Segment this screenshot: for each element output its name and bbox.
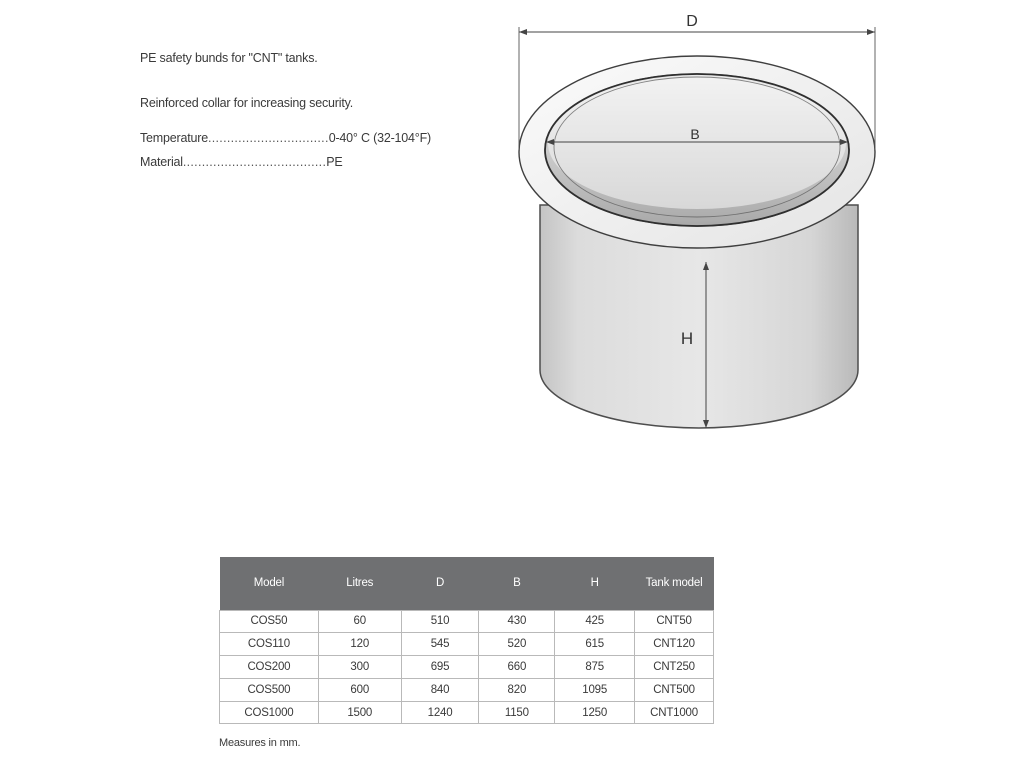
- spec-label: Material: [140, 155, 183, 169]
- measures-note: Measures in mm.: [219, 737, 301, 749]
- cell-litres: 300: [318, 656, 401, 679]
- table-row: [220, 633, 714, 656]
- dim-d-arrow-right: [867, 29, 875, 35]
- cell-h: 615: [555, 633, 635, 656]
- cell-tank-model: CNT250: [635, 656, 714, 679]
- table-header-row: [220, 557, 714, 610]
- cell-d: 695: [401, 656, 479, 679]
- header-b: B: [479, 557, 555, 610]
- header-d: D: [401, 557, 479, 610]
- cell-model: COS1000: [220, 701, 319, 724]
- cell-b: 430: [479, 610, 555, 633]
- cell-litres: 1500: [318, 701, 401, 724]
- cell-h: 1095: [555, 678, 635, 701]
- dim-h-label: H: [680, 329, 694, 348]
- cell-d: 1240: [401, 701, 479, 724]
- header-h: H: [555, 557, 635, 610]
- cell-tank-model: CNT50: [635, 610, 714, 633]
- spec-value: 0-40° C (32-104°F): [328, 131, 431, 145]
- header-model: Model: [220, 557, 319, 610]
- table-row: [220, 610, 714, 633]
- cell-d: 545: [401, 633, 479, 656]
- cell-b: 1150: [479, 701, 555, 724]
- cell-d: 840: [401, 678, 479, 701]
- table-row: [220, 701, 714, 724]
- product-title: PE safety bunds for "CNT" tanks.: [140, 51, 318, 65]
- cell-model: COS50: [220, 610, 319, 633]
- cell-h: 1250: [555, 701, 635, 724]
- product-subtitle: Reinforced collar for increasing security.: [140, 96, 353, 110]
- product-description: [140, 50, 353, 111]
- spec-dots: ................................: [207, 131, 329, 145]
- cell-h: 425: [555, 610, 635, 633]
- cell-h: 875: [555, 656, 635, 679]
- cell-b: 660: [479, 656, 555, 679]
- table-row: [220, 678, 714, 701]
- bund-inner-wall: [548, 77, 846, 209]
- cell-model: COS200: [220, 656, 319, 679]
- cell-b: 520: [479, 633, 555, 656]
- cell-litres: 600: [318, 678, 401, 701]
- dim-d-label: D: [686, 13, 698, 30]
- cell-b: 820: [479, 678, 555, 701]
- spec-dots: ......................................: [182, 155, 327, 169]
- dim-d-arrow-left: [519, 29, 527, 35]
- cell-tank-model: CNT500: [635, 678, 714, 701]
- table-row: [220, 656, 714, 679]
- cell-model: COS500: [220, 678, 319, 701]
- cell-d: 510: [401, 610, 479, 633]
- spec-value: PE: [326, 155, 343, 169]
- spec-material: [140, 155, 343, 169]
- header-litres: Litres: [318, 557, 401, 610]
- cell-litres: 120: [318, 633, 401, 656]
- spec-label: Temperature: [140, 131, 208, 145]
- dim-b-label: B: [690, 126, 700, 142]
- cell-tank-model: CNT120: [635, 633, 714, 656]
- models-table: [219, 557, 714, 724]
- cell-model: COS110: [220, 633, 319, 656]
- cell-litres: 60: [318, 610, 401, 633]
- bund-technical-drawing: [510, 0, 920, 450]
- spec-temperature: [140, 131, 431, 145]
- header-tank-model: Tank model: [635, 557, 714, 610]
- cell-tank-model: CNT1000: [635, 701, 714, 724]
